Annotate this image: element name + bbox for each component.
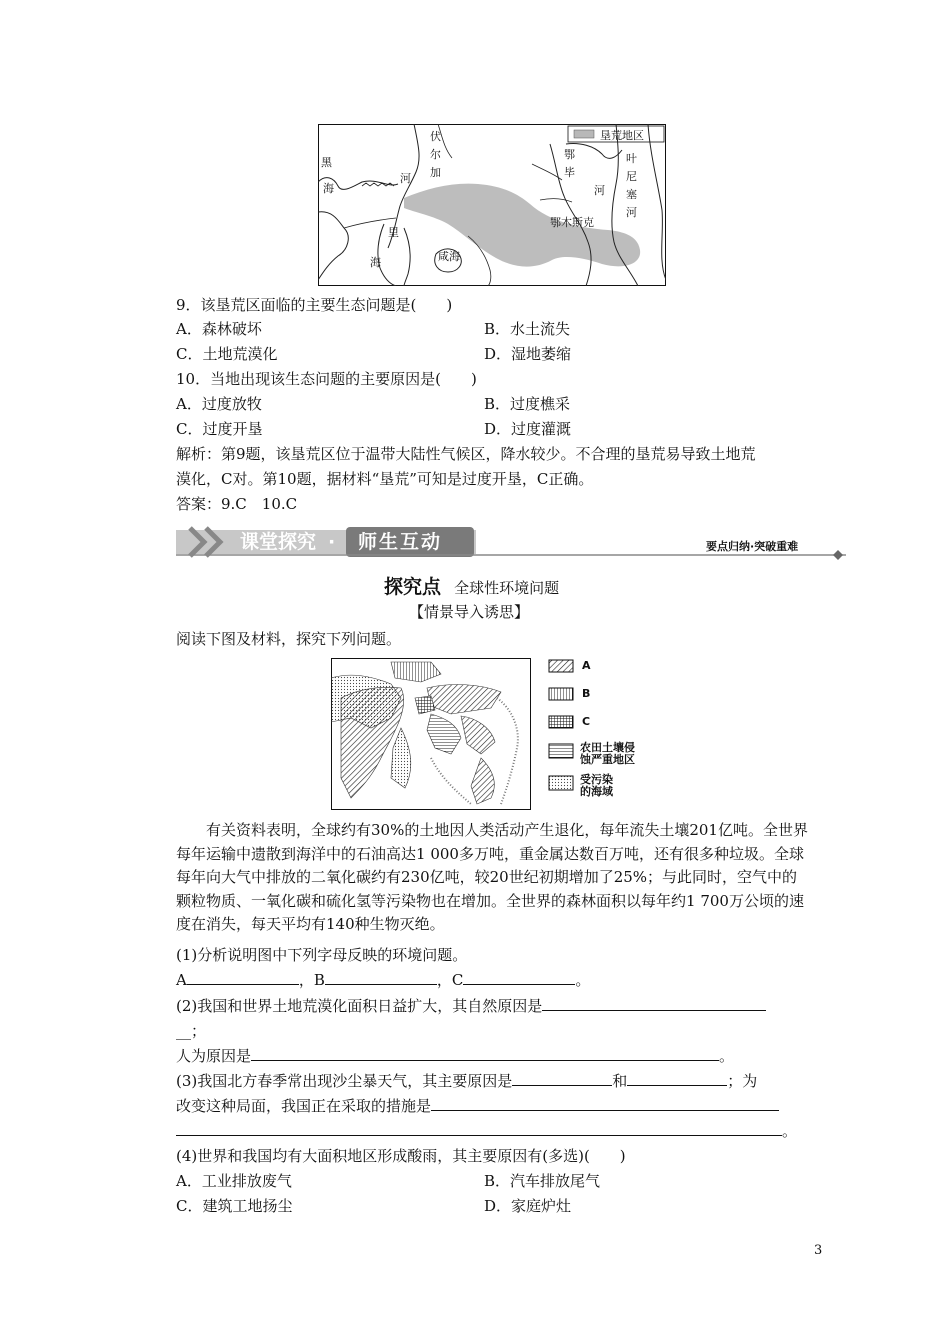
q2-text: (2)我国和世界土地荒漠化面积日益扩大，其自然原因是 [176, 997, 543, 1015]
q10-option-a[interactable]: A．过度放牧 [176, 395, 262, 413]
answer-line: 答案：9.C 10.C [176, 495, 298, 513]
q1-b-blank[interactable] [325, 970, 437, 985]
q10-stem: 10．当地出现该生态问题的主要原因是( ) [176, 370, 477, 388]
ob-label-1: 鄂 [564, 148, 575, 161]
q1-a-blank[interactable] [187, 970, 299, 985]
q9-stem: 9．该垦荒区面临的主要生态问题是( ) [176, 296, 453, 314]
scenario-heading: 【情景导入诱思】 [409, 603, 530, 621]
material-text: 有关资料表明，全球约有30%的土地因人类活动产生退化，每年流失土壤201亿吨。全世界每年运输中遗散到海洋中的石油高达1 000多万吨，重金属达数百万吨，还有很多种垃圾。全球每年向大气中排放的二氧化碳约有230亿吨，较20世纪初期增加了25%；与此同时，空气中的颗粒物质、一氧化碳和硫化氢等污染物也在增加。全世界的森林面积以每年约1 700万公顷的速度在消失，每天平均有140种生物灭绝。 [176, 821, 808, 933]
section-title: 探究点 [384, 576, 442, 598]
question-3 [176, 1071, 757, 1091]
volga-label-2: 尔 [430, 148, 441, 161]
page-number: 3 [814, 1243, 823, 1258]
black-sea-label-2: 海 [323, 182, 334, 195]
q2-human-label: 人为原因是 [176, 1047, 252, 1065]
caspian-label-2: 海 [370, 256, 381, 269]
q3-measures-blank-2[interactable] [176, 1121, 782, 1136]
banner-tag: 要点归纳·突破重难 [706, 540, 799, 553]
volga-label-3: 加 [430, 166, 441, 179]
question-1: (1)分析说明图中下列字母反映的环境问题。 [176, 946, 468, 964]
yenisei-label-4: 河 [626, 206, 637, 219]
yenisei-label-2: 尼 [626, 170, 637, 183]
q9-option-a[interactable]: A．森林破坏 [176, 320, 262, 338]
q3-text-c: ；为 [727, 1072, 758, 1090]
q10-option-d[interactable]: D．过度灌溉 [484, 420, 572, 438]
map2-legend [548, 658, 668, 804]
q9-option-b[interactable]: B．水土流失 [484, 320, 571, 338]
q1-end: 。 [575, 971, 591, 989]
legend-pollution-2: 的海域 [580, 785, 613, 798]
q9-option-d[interactable]: D．湿地萎缩 [484, 345, 572, 363]
q3-text-b: 和 [612, 1072, 628, 1090]
q1-c-label: ，C [436, 971, 464, 989]
caspian-label-1: 里 [388, 226, 399, 239]
q2-human [176, 1046, 734, 1066]
aral-label: 咸海 [438, 250, 460, 263]
q2-human-blank[interactable] [251, 1046, 719, 1061]
q3-text-a: (3)我国北方春季常出现沙尘暴天气，其主要原因是 [176, 1072, 513, 1090]
q3-reason-1-blank[interactable] [512, 1071, 612, 1086]
map2-legend-swatches [548, 658, 574, 804]
world-map-graphic [331, 658, 531, 810]
q1-c-blank[interactable] [463, 970, 575, 985]
q10-option-c[interactable]: C．过度开垦 [176, 420, 263, 438]
legend-erosion-1: 农田土壤侵 [580, 741, 635, 754]
q10-option-b[interactable]: B．过度樵采 [484, 395, 571, 413]
q3-measures-cont [176, 1121, 797, 1141]
q4-option-a[interactable]: A．工业排放废气 [176, 1172, 292, 1190]
material-paragraph [176, 819, 812, 937]
q3-text-d: 改变这种局面，我国正在采取的措施是 [176, 1097, 432, 1115]
analysis-line-2: 漠化，C对。第10题，据材料“垦荒”可知是过度开垦，C正确。 [176, 470, 594, 488]
q2-natural-blank[interactable] [542, 996, 766, 1011]
ob-label-3: 河 [594, 184, 605, 197]
question-2 [176, 996, 766, 1016]
q3-reason-2-blank[interactable] [627, 1071, 727, 1086]
banner-left-text: 课堂探究 [240, 531, 317, 553]
legend-pollution-1: 受污染 [580, 773, 613, 786]
yenisei-label-3: 塞 [626, 188, 637, 201]
section-title-row [384, 572, 559, 599]
q3-end: 。 [782, 1122, 798, 1140]
q2-human-end: 。 [719, 1047, 735, 1065]
q4-option-d[interactable]: D．家庭炉灶 [484, 1197, 572, 1215]
analysis-line-1: 解析：第9题，该垦荒区位于温带大陆性气候区，降水较少。不合理的垦荒易导致土地荒 [176, 445, 756, 463]
black-sea-label-1: 黑 [321, 156, 332, 169]
legend-c: C [582, 715, 591, 728]
yenisei-label-1: 叶 [626, 152, 637, 165]
legend-erosion-2: 蚀严重地区 [580, 753, 635, 766]
q4-option-c[interactable]: C．建筑工地扬尘 [176, 1197, 293, 1215]
map1-legend-label: 垦荒地区 [600, 129, 644, 142]
q3-measures-blank[interactable] [431, 1096, 779, 1111]
q3-measures [176, 1096, 779, 1116]
q9-option-c[interactable]: C．土地荒漠化 [176, 345, 278, 363]
legend-b: B [582, 687, 591, 700]
q1-a-label: A [176, 971, 187, 989]
river-label: 河 [400, 172, 411, 185]
question-4: (4)世界和我国均有大面积地区形成酸雨，其主要原因有(多选)( ) [176, 1147, 626, 1165]
section-subtitle: 全球性环境问题 [454, 579, 560, 597]
q1-b-label: ，B [298, 971, 325, 989]
banner-dot: · [328, 531, 336, 553]
banner-right-text: 师生互动 [358, 531, 443, 553]
q2-line-end: __； [176, 1022, 207, 1040]
reclamation-map [318, 124, 666, 286]
ob-label-2: 毕 [564, 166, 575, 179]
legend-a: A [582, 659, 591, 672]
world-environment-map [331, 658, 531, 810]
intro-line: 阅读下图及材料，探究下列问题。 [176, 630, 402, 648]
omsk-label: 鄂木斯克 [550, 216, 594, 229]
section-banner [176, 524, 850, 560]
q4-option-b[interactable]: B．汽车排放尾气 [484, 1172, 601, 1190]
volga-label-1: 伏 [430, 130, 441, 143]
question-1-blanks [176, 970, 590, 990]
